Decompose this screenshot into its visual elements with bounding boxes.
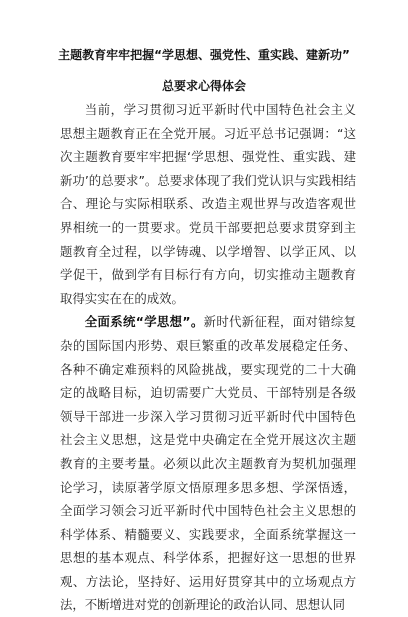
paragraph-text: 新时代新征程，面对错综复杂的国际国内形势、艰巨繁重的改革发展稳定任务、各种不确定难预料的风险挑战，要实现党的二十大确定的战略目标，迫切需要广大党员、干部特别是各级领导干部进一步深入学习贯彻习近平新时代中国特色社会主义思想，这是党中央确定在全党开展这次主题教育的主要考量。必须以此次主题教育为契机加强理论学习，读原著学原文悟原理多思多想、学深悟透，全面学习领会习近平新时代中国特色社会主义思想的科学体系、精髓要义、实践要求，全面系统掌握这一思想的基本观点、科学体系，把握好这一思想的世界观、方法论，坚持好、运用好贯穿其中的立场观点方法，不断增进对党的创新理论的政治认同、思想认同 bbox=[60, 314, 356, 613]
document-title: 主题教育牢牢把握“学思想、强党性、重实践、建新功” bbox=[58, 48, 350, 62]
paragraph-text: 当前，学习贯彻习近平新时代中国特色社会主义思想主题教育正在全党开展。习近平总书记强调：“这次主题教育要牢牢把握‘学思想、强党性、重实践、建新功’的总要求”。总要求体现了我们党认识与实践相结合、理论与实际相联系、改造主观世界与改造客观世界相统一的一贯要求。党员干部要把总要求贯穿到主题教育全过程，以学铸魂、以学增智、以学正风、以学促干，做到学有目标行有方向，切实推动主题教育取得实实在在的成效。 bbox=[60, 102, 356, 306]
paragraph-lead: 全面系统“学思想”。 bbox=[84, 314, 204, 330]
paragraph bbox=[60, 98, 356, 310]
document-body bbox=[60, 98, 356, 617]
paragraph bbox=[60, 310, 356, 617]
document-subtitle: 总要求心得体会 bbox=[161, 79, 246, 93]
